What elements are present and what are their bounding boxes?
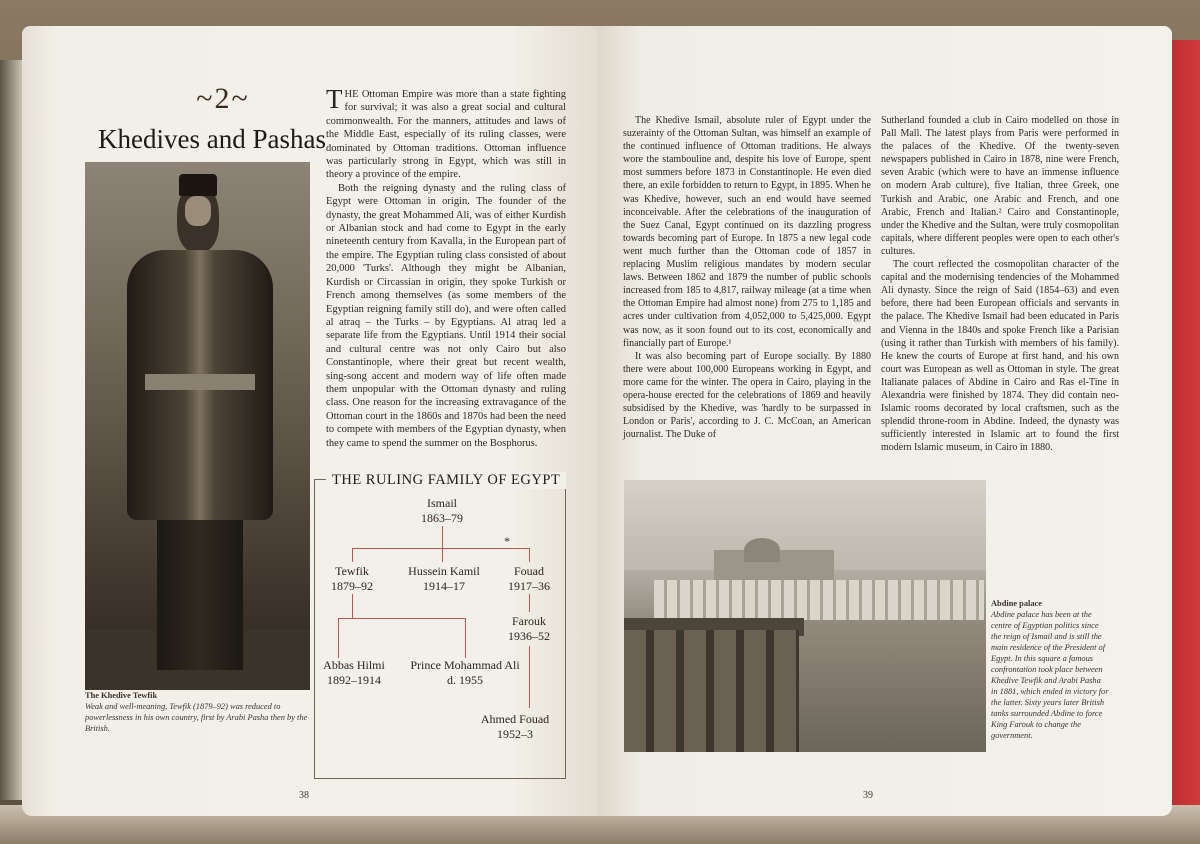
figure-fez [179,174,217,196]
tree-line [465,618,466,658]
node-dates: 1863–79 [421,511,463,525]
node-dates: 1914–17 [423,579,465,593]
tree-node-fouad [497,564,561,594]
node-name: Abbas Hilmi [323,658,385,672]
node-dates: d. 1955 [447,673,483,687]
node-name: Farouk [512,614,546,628]
figure-legs [157,520,243,670]
chapter-title: Khedives and Pashas [98,124,326,154]
right-page [597,26,1172,816]
tree-line [529,548,530,562]
page-number: 38 [299,790,309,801]
paragraph: Sutherland founded a club in Cairo modelled on those in Pall Mall. The latest plays from Paris were performed in the palaces of the Khedive. Of the twenty-seven newspapers published in Cairo in 1878, nine were French, seven Arabic (which were to have an immense influence on modern Arab culture), five Italian, three Greek, one Turkish and Arabic, one Arabic and French, and one Arabic, French and Italian.² Cairo and Constantinople, under the Khedive and the Sultan, were truly cosmopolitan capitals, where different peoples were open to each other's cultures. [881,115,1119,257]
caption-body: Weak and well-meaning, Tewfik (1879–92) was reduced to powerlessness in his own country, first by Arabi Pasha then by the British. [85,702,308,733]
paragraph: The court reflected the cosmopolitan character of the capital and the modernising tendencies of the Mohammed Ali dynasty. Since the reign of Said (1854–63) and even before, there had been European officials and servants in the palace. The Khedive Ismail had been educated in Paris and Vienna in the 1840s and spoke French like a Parisian (using it rather than Turkish with members of his family). He knew the courts of Europe at first hand, and his own court was European as well as Ottoman in style. The great Italianate palaces of Abdine in Cairo and Ras el-Tine in Alexandria were finished by 1874. They did contain neo-Islamic rooms decorated by local craftsmen, such as the splendid throne-room in Abdine. Indeed, the dynasty was sufficiently interested in Islamic art to found the first modern Islamic museum, in Cairo in 1880. [881,259,1119,454]
tree-node-ahmed-fouad [474,712,556,742]
tree-node-abbas-hilmi [320,658,388,688]
page-number: 39 [863,790,873,801]
figure-belt [145,374,255,390]
drop-cap: T [326,84,343,114]
node-dates: 1952–3 [497,727,533,741]
palace-facade [654,580,984,620]
palace-square [774,620,986,752]
foreground-building [624,630,799,752]
paragraph: HE Ottoman Empire was more than a state fighting for survival; it was also a great social and cultural commonwealth. For the manners, attitudes and laws of the Middle East, especially of its ruling classes, were dominated by Ottoman traditions. Ottoman influence was particularly strong in Egypt, which was still in theory a province of the empire. [326,89,566,181]
node-name: Ismail [427,496,457,510]
tree-line [529,594,530,612]
tree-line [338,618,466,619]
node-dates: 1936–52 [508,629,550,643]
mosque-dome [744,538,780,562]
node-dates: 1892–1914 [327,673,381,687]
abdine-palace-photo [624,480,986,752]
paragraph: The Khedive Ismail, absolute ruler of Egypt under the suzerainty of the Ottoman Sultan, was himself an example of the continued influence of Ottoman traditions. He always wore the stambouline and, despite his love of Europe, spent most summers before 1873 in Constantinople. He even died there, an exile forbidden to return to Egypt, in 1895. When he was Khedive, however, such an end would have seemed inconceivable. After the celebrations of the inauguration of the Suez Canal, Egypt continued on its dazzling progress towards becoming part of Europe. In 1875 a new legal code went much further than the Ottoman code of 1857 in replacing Muslim religious mandates by modern secular laws. Between 1862 and 1879 the number of public schools increased from 185 to 4,817, railway mileage (at a time when the Ottoman Empire had almost none) from 275 to 1,185 and acres under cultivation from 4,052,000 to 5,425,000. Egypt was now, as it soon found out to its cost, economically and financially part of Europe.¹ [623,115,871,349]
body-text-left [326,84,566,450]
node-name: Hussein Kamil [408,564,480,578]
body-text-right-col1 [623,114,871,441]
paragraph: Both the reigning dynasty and the ruling class of Egypt were Ottoman in origin. The founder of the dynasty, the great Mohammed Ali, was of either Kurdish or Albanian stock and had come to Egypt in the early nineteenth century from Kavalla, in the European part of the empire. The Egyptian ruling class consisted of about 20,000 'Turks'. Although they might be Albanian, Kurdish or Circassian in origin, they spoke Turkish or French among themselves (as some members of the Egyptian reigning family still do), and were often called al atraq – the Turks – by Egyptians. Al atraq led a separate life from the Egyptians. Until 1914 their social and cultural centre was not only Cairo but also Constantinople, where their great but recent wealth, sing-song accent and modern way of life often made them unpopular with the Ottoman dynasty and ruling class. One reason for the increasing extravagance of the Ottoman court in the 1860s and 1870s had been the need to compete with members of the Egyptian dynasty, when they came to spend the summer on the Bosphorus. [326,182,566,449]
figure-face [185,196,211,226]
tree-line [338,618,339,658]
caption-body: Abdine palace has been at the centre of Egyptian politics since the reign of Ismail and is still the main residence of the President of Egypt. In this square a famous confrontation took place between Khedive Tewfik and Arabi Pasha in 1881, which ended in victory for the latter. Sixty years later British tanks surrounded Abdine to force King Farouk to change the government. [991,610,1109,740]
khedive-tewfik-photo [85,162,310,690]
family-tree-title: THE RULING FAMILY OF EGYPT [326,472,566,489]
node-dates: 1879–92 [331,579,373,593]
tree-node-ismail [402,496,482,526]
caption-title: Abdine palace [991,599,1042,608]
tree-node-tewfik [317,564,387,594]
tree-node-prince-mohammad-ali [400,658,530,688]
caption-title: The Khedive Tewfik [85,691,158,700]
tree-line [352,594,353,618]
node-name: Fouad [514,564,544,578]
tree-line [352,548,353,562]
node-name: Prince Mohammad Ali [410,658,520,672]
tree-line [442,548,443,562]
tree-node-hussein-kamil [400,564,488,594]
body-text-right-col2 [881,114,1119,454]
photo-caption [85,690,310,734]
tree-node-farouk [497,614,561,644]
background-book-edge [0,60,22,800]
left-page [22,26,597,816]
tree-line [442,526,443,548]
photo-caption [991,598,1109,741]
node-dates: 1917–36 [508,579,550,593]
node-name: Ahmed Fouad [480,712,550,726]
node-name: Tewfik [335,564,369,578]
chapter-number: ~2~ [196,82,250,115]
paragraph: It was also becoming part of Europe socially. By 1880 there were about 100,000 Europeans working in Egypt, and more came for the winter. The opera in Cairo, playing in the opera-house erected for the celebrations of 1869 and heavily subsidised by the Khedive, was 'hardly to be surpassed in London or Paris', according to J. C. McCoan, an American journalist. The Duke of [623,350,871,441]
tree-marker: * [504,534,510,548]
